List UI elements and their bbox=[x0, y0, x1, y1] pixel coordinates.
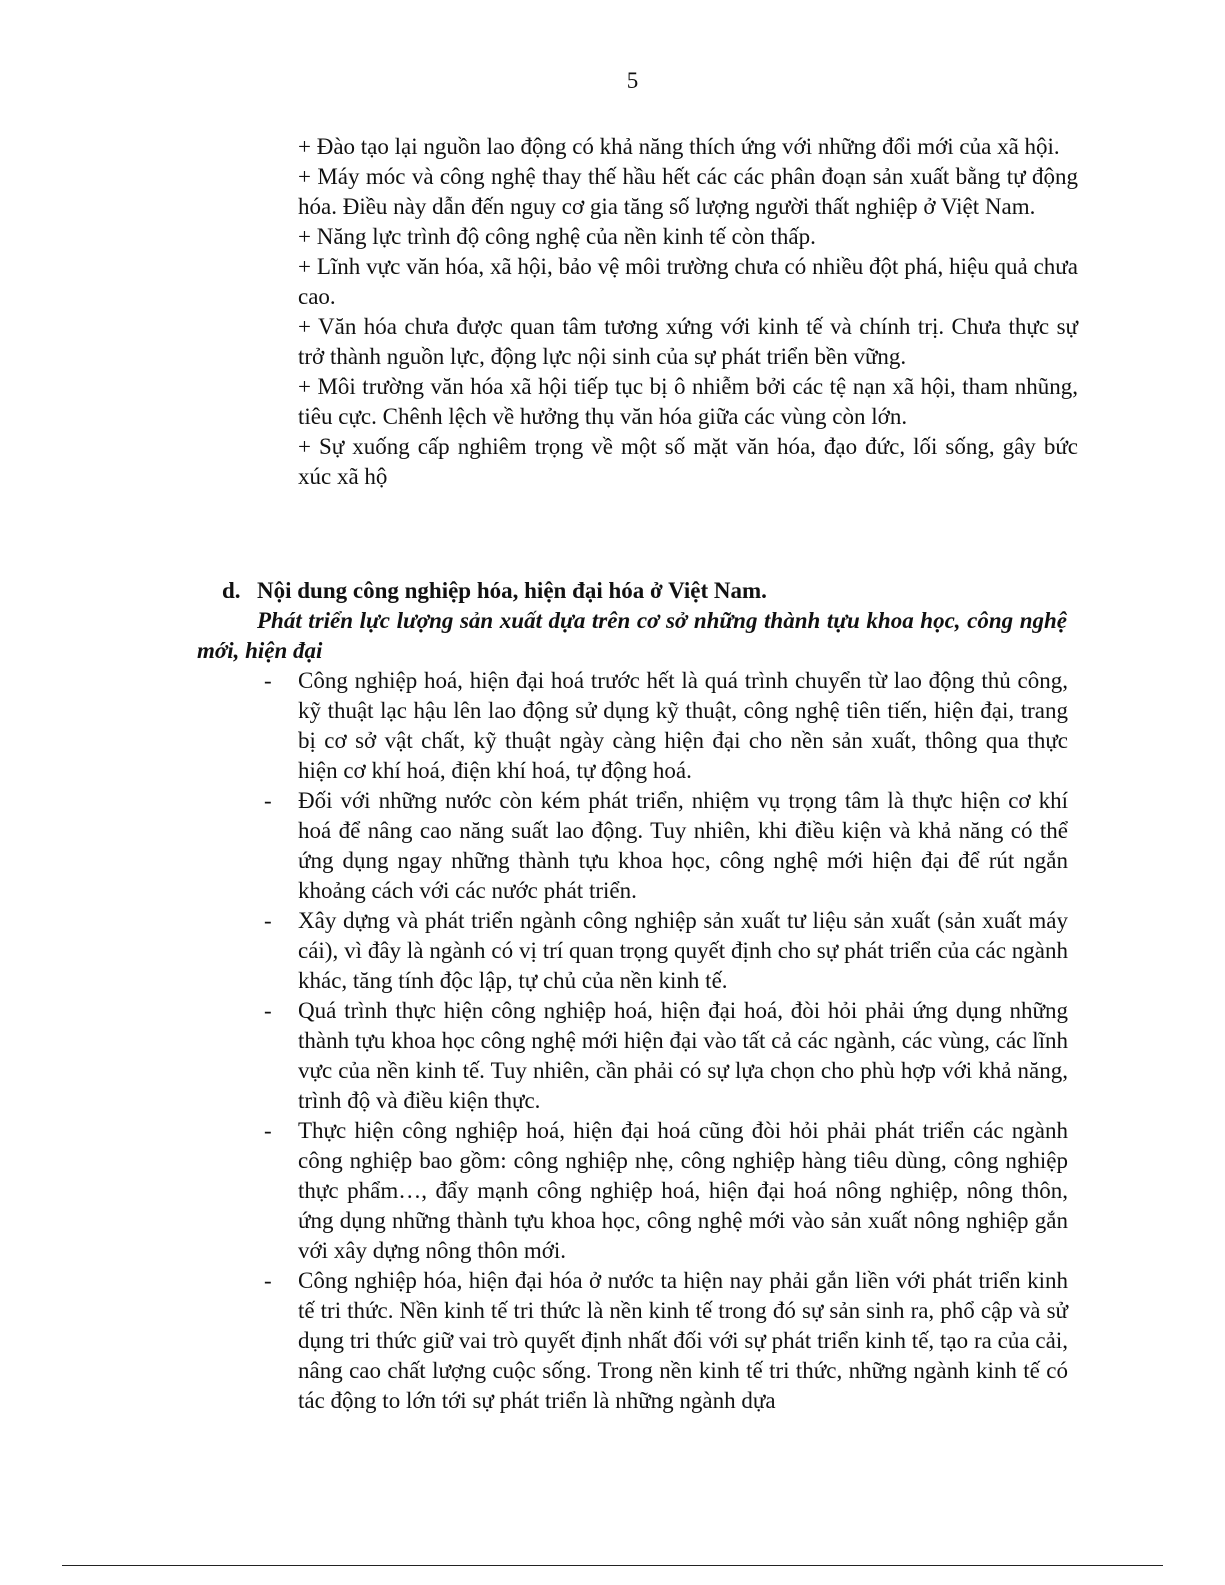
dash-bullet: - bbox=[264, 788, 272, 813]
list-item-text: Công nghiệp hóa, hiện đại hóa ở nước ta hiện nay phải gắn liền với phát triển kinh tế tri thức. Nền kinh tế tri thức là nền kinh tế trong đó sự sản sinh ra, phổ cập và sử dụng tri thức giữ vai trò quyết định nhất đối với sự phát triển kinh tế, tạo ra của cải, nâng cao chất lượng cuộc sống. Trong nền kinh tế tri thức, những ngành kinh tế có tác động to lớn tới sự phát triển là những ngành dựa bbox=[298, 1268, 1068, 1413]
list-item-text: Thực hiện công nghiệp hoá, hiện đại hoá cũng đòi hỏi phải phát triển các ngành công nghiệp bao gồm: công nghiệp nhẹ, công nghiệp hàng tiêu dùng, công nghiệp thực phẩm…, đẩy mạnh công nghiệp hoá, hiện đại hoá nông nghiệp, nông thôn, ứng dụng những thành tựu khoa học, công nghệ mới vào sản xuất nông nghiệp gắn với xây dựng nông thôn mới. bbox=[298, 1118, 1068, 1263]
section-title: Nội dung công nghiệp hóa, hiện đại hóa ở Việt Nam. bbox=[257, 578, 767, 603]
plus-item: + Máy móc và công nghệ thay thế hầu hết các các phân đoạn sản xuất bằng tự động hóa. Điều này dẫn đến nguy cơ gia tăng số lượng người thất nghiệp ở Việt Nam. bbox=[298, 164, 1078, 219]
page-bottom-rule bbox=[62, 1565, 1163, 1566]
dash-bullet: - bbox=[264, 1268, 272, 1293]
list-item bbox=[260, 786, 1068, 906]
list-item-text: Quá trình thực hiện công nghiệp hoá, hiện đại hoá, đòi hỏi phải ứng dụng những thành tựu khoa học công nghệ mới hiện đại vào tất cả các ngành, các vùng, các lĩnh vực của nền kinh tế. Tuy nhiên, cần phải có sự lựa chọn cho phù hợp với khả năng, trình độ và điều kiện thực. bbox=[298, 998, 1068, 1113]
list-item-text: Xây dựng và phát triển ngành công nghiệp sản xuất tư liệu sản xuất (sản xuất máy cái), vì đây là ngành có vị trí quan trọng quyết định cho sự phát triển của các ngành khác, tăng tính độc lập, tự chủ của nền kinh tế. bbox=[298, 908, 1068, 993]
dash-list bbox=[260, 666, 1068, 1416]
dash-bullet: - bbox=[264, 998, 272, 1023]
plus-item: + Văn hóa chưa được quan tâm tương xứng với kinh tế và chính trị. Chưa thực sự trở thành nguồn lực, động lực nội sinh của sự phát triển bền vững. bbox=[298, 314, 1078, 369]
plus-item: + Năng lực trình độ công nghệ của nền kinh tế còn thấp. bbox=[298, 224, 816, 249]
list-item-text: Đối với những nước còn kém phát triển, nhiệm vụ trọng tâm là thực hiện cơ khí hoá để nâng cao năng suất lao động. Tuy nhiên, khi điều kiện và khả năng có thể ứng dụng ngay những thành tựu khoa học, công nghệ mới hiện đại để rút ngắn khoảng cách với các nước phát triển. bbox=[298, 788, 1068, 903]
list-item-text: Công nghiệp hoá, hiện đại hoá trước hết là quá trình chuyển từ lao động thủ công, kỹ thuật lạc hậu lên lao động sử dụng kỹ thuật, công nghệ tiên tiến, hiện đại, trang bị cơ sở vật chất, kỹ thuật ngày càng hiện đại cho nền sản xuất, thông qua thực hiện cơ khí hoá, điện khí hoá, tự động hoá. bbox=[298, 668, 1068, 783]
section-subtitle: Phát triển lực lượng sản xuất dựa trên cơ sở những thành tựu khoa học, công nghệ mới, hiện đại bbox=[197, 608, 1067, 663]
page-number: 5 bbox=[626, 68, 639, 93]
section-heading bbox=[222, 576, 767, 606]
list-item bbox=[260, 1266, 1068, 1416]
plus-list bbox=[298, 132, 1078, 492]
list-item bbox=[260, 1116, 1068, 1266]
plus-item: + Đào tạo lại nguồn lao động có khả năng thích ứng với những đổi mới của xã hội. bbox=[298, 134, 1060, 159]
plus-item: + Lĩnh vực văn hóa, xã hội, bảo vệ môi trường chưa có nhiều đột phá, hiệu quả chưa cao. bbox=[298, 254, 1078, 309]
dash-bullet: - bbox=[264, 908, 272, 933]
plus-item: + Sự xuống cấp nghiêm trọng về một số mặt văn hóa, đạo đức, lối sống, gây bức xúc xã hộ bbox=[298, 434, 1078, 489]
list-item bbox=[260, 996, 1068, 1116]
list-item bbox=[260, 666, 1068, 786]
dash-bullet: - bbox=[264, 668, 272, 693]
section-marker: d. bbox=[222, 578, 241, 603]
list-item bbox=[260, 906, 1068, 996]
plus-item: + Môi trường văn hóa xã hội tiếp tục bị ô nhiễm bởi các tệ nạn xã hội, tham nhũng, tiêu cực. Chênh lệch về hưởng thụ văn hóa giữa các vùng còn lớn. bbox=[298, 374, 1078, 429]
dash-bullet: - bbox=[264, 1118, 272, 1143]
